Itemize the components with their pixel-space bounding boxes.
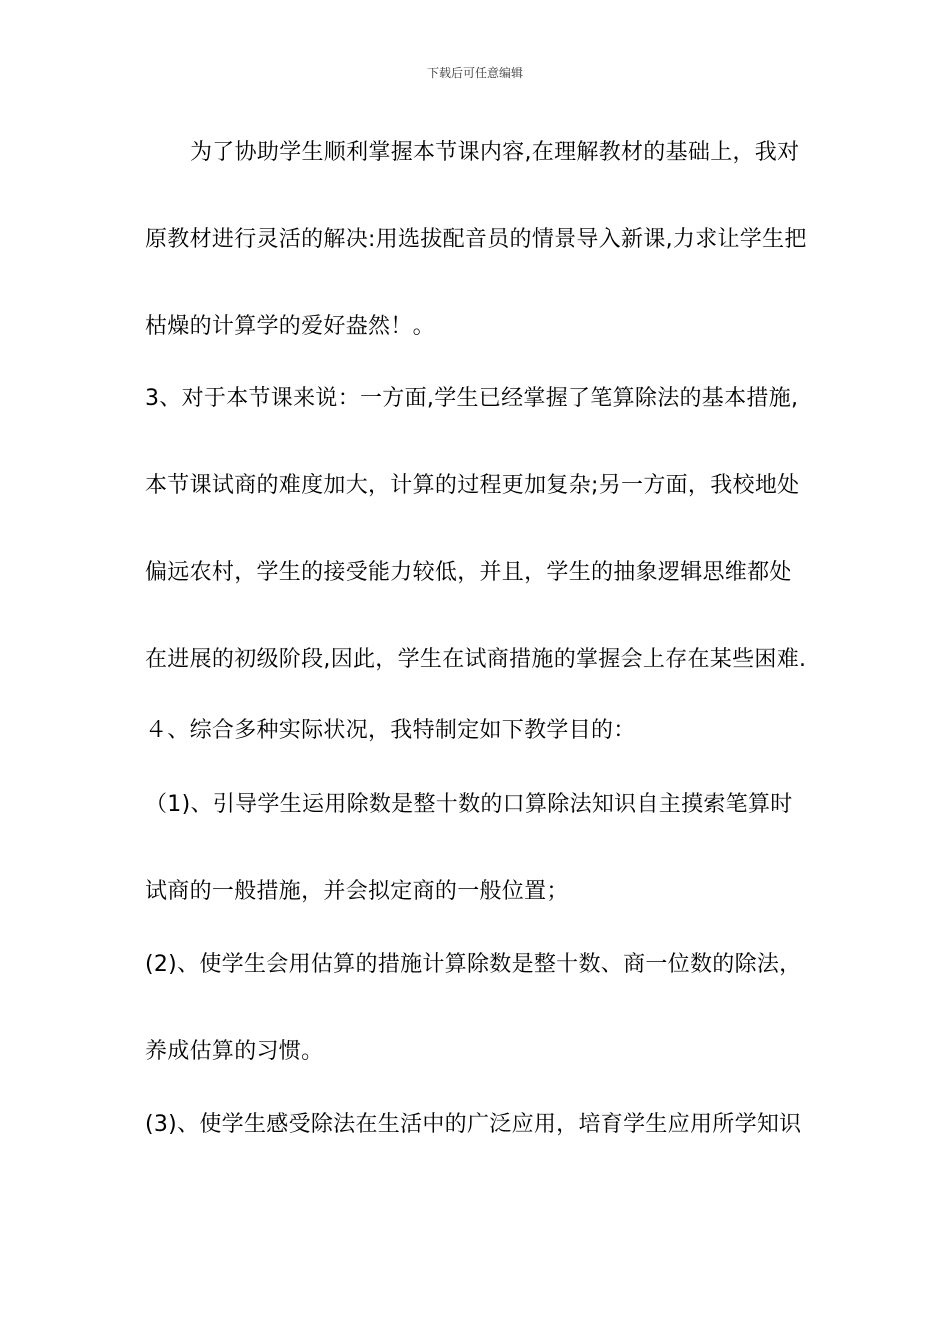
paragraph-line-12: 养成估算的习惯。 xyxy=(145,1039,324,1064)
paragraph-line-6: 偏远农村，学生的接受能力较低，并且，学生的抽象逻辑思维都处 xyxy=(145,560,792,585)
paragraph-line-9: （1)、引导学生运用除数是整十数的口算除法知识自主摸索笔算时 xyxy=(145,792,793,817)
paragraph-line-1: 为了协助学生顺利掌握本节课内容,在理解教材的基础上，我对 xyxy=(190,140,800,165)
paragraph-line-7: 在进展的初级阶段,因此，学生在试商措施的掌握会上存在某些困难. xyxy=(145,647,807,672)
paragraph-line-5: 本节课试商的难度加大，计算的过程更加复杂;另一方面，我校地处 xyxy=(145,473,800,498)
paragraph-line-8: ４、综合多种实际状况，我特制定如下教学目的： xyxy=(145,718,636,743)
paragraph-line-4: 3、对于本节课来说：一方面,学生已经掌握了笔算除法的基本措施, xyxy=(145,386,799,411)
paragraph-line-2: 原教材进行灵活的解决:用选拔配音员的情景导入新课,力求让学生把 xyxy=(145,227,807,252)
page-header-note: 下载后可任意编辑 xyxy=(426,66,523,80)
paragraph-line-11: (2)、使学生会用估算的措施计算除数是整十数、商一位数的除法， xyxy=(145,952,802,977)
paragraph-line-13: (3)、使学生感受除法在生活中的广泛应用，培育学生应用所学知识 xyxy=(145,1112,802,1137)
paragraph-line-10: 试商的一般措施，并会拟定商的一般位置； xyxy=(145,879,569,904)
paragraph-line-3: 枯燥的计算学的爱好盎然！。 xyxy=(145,314,435,339)
